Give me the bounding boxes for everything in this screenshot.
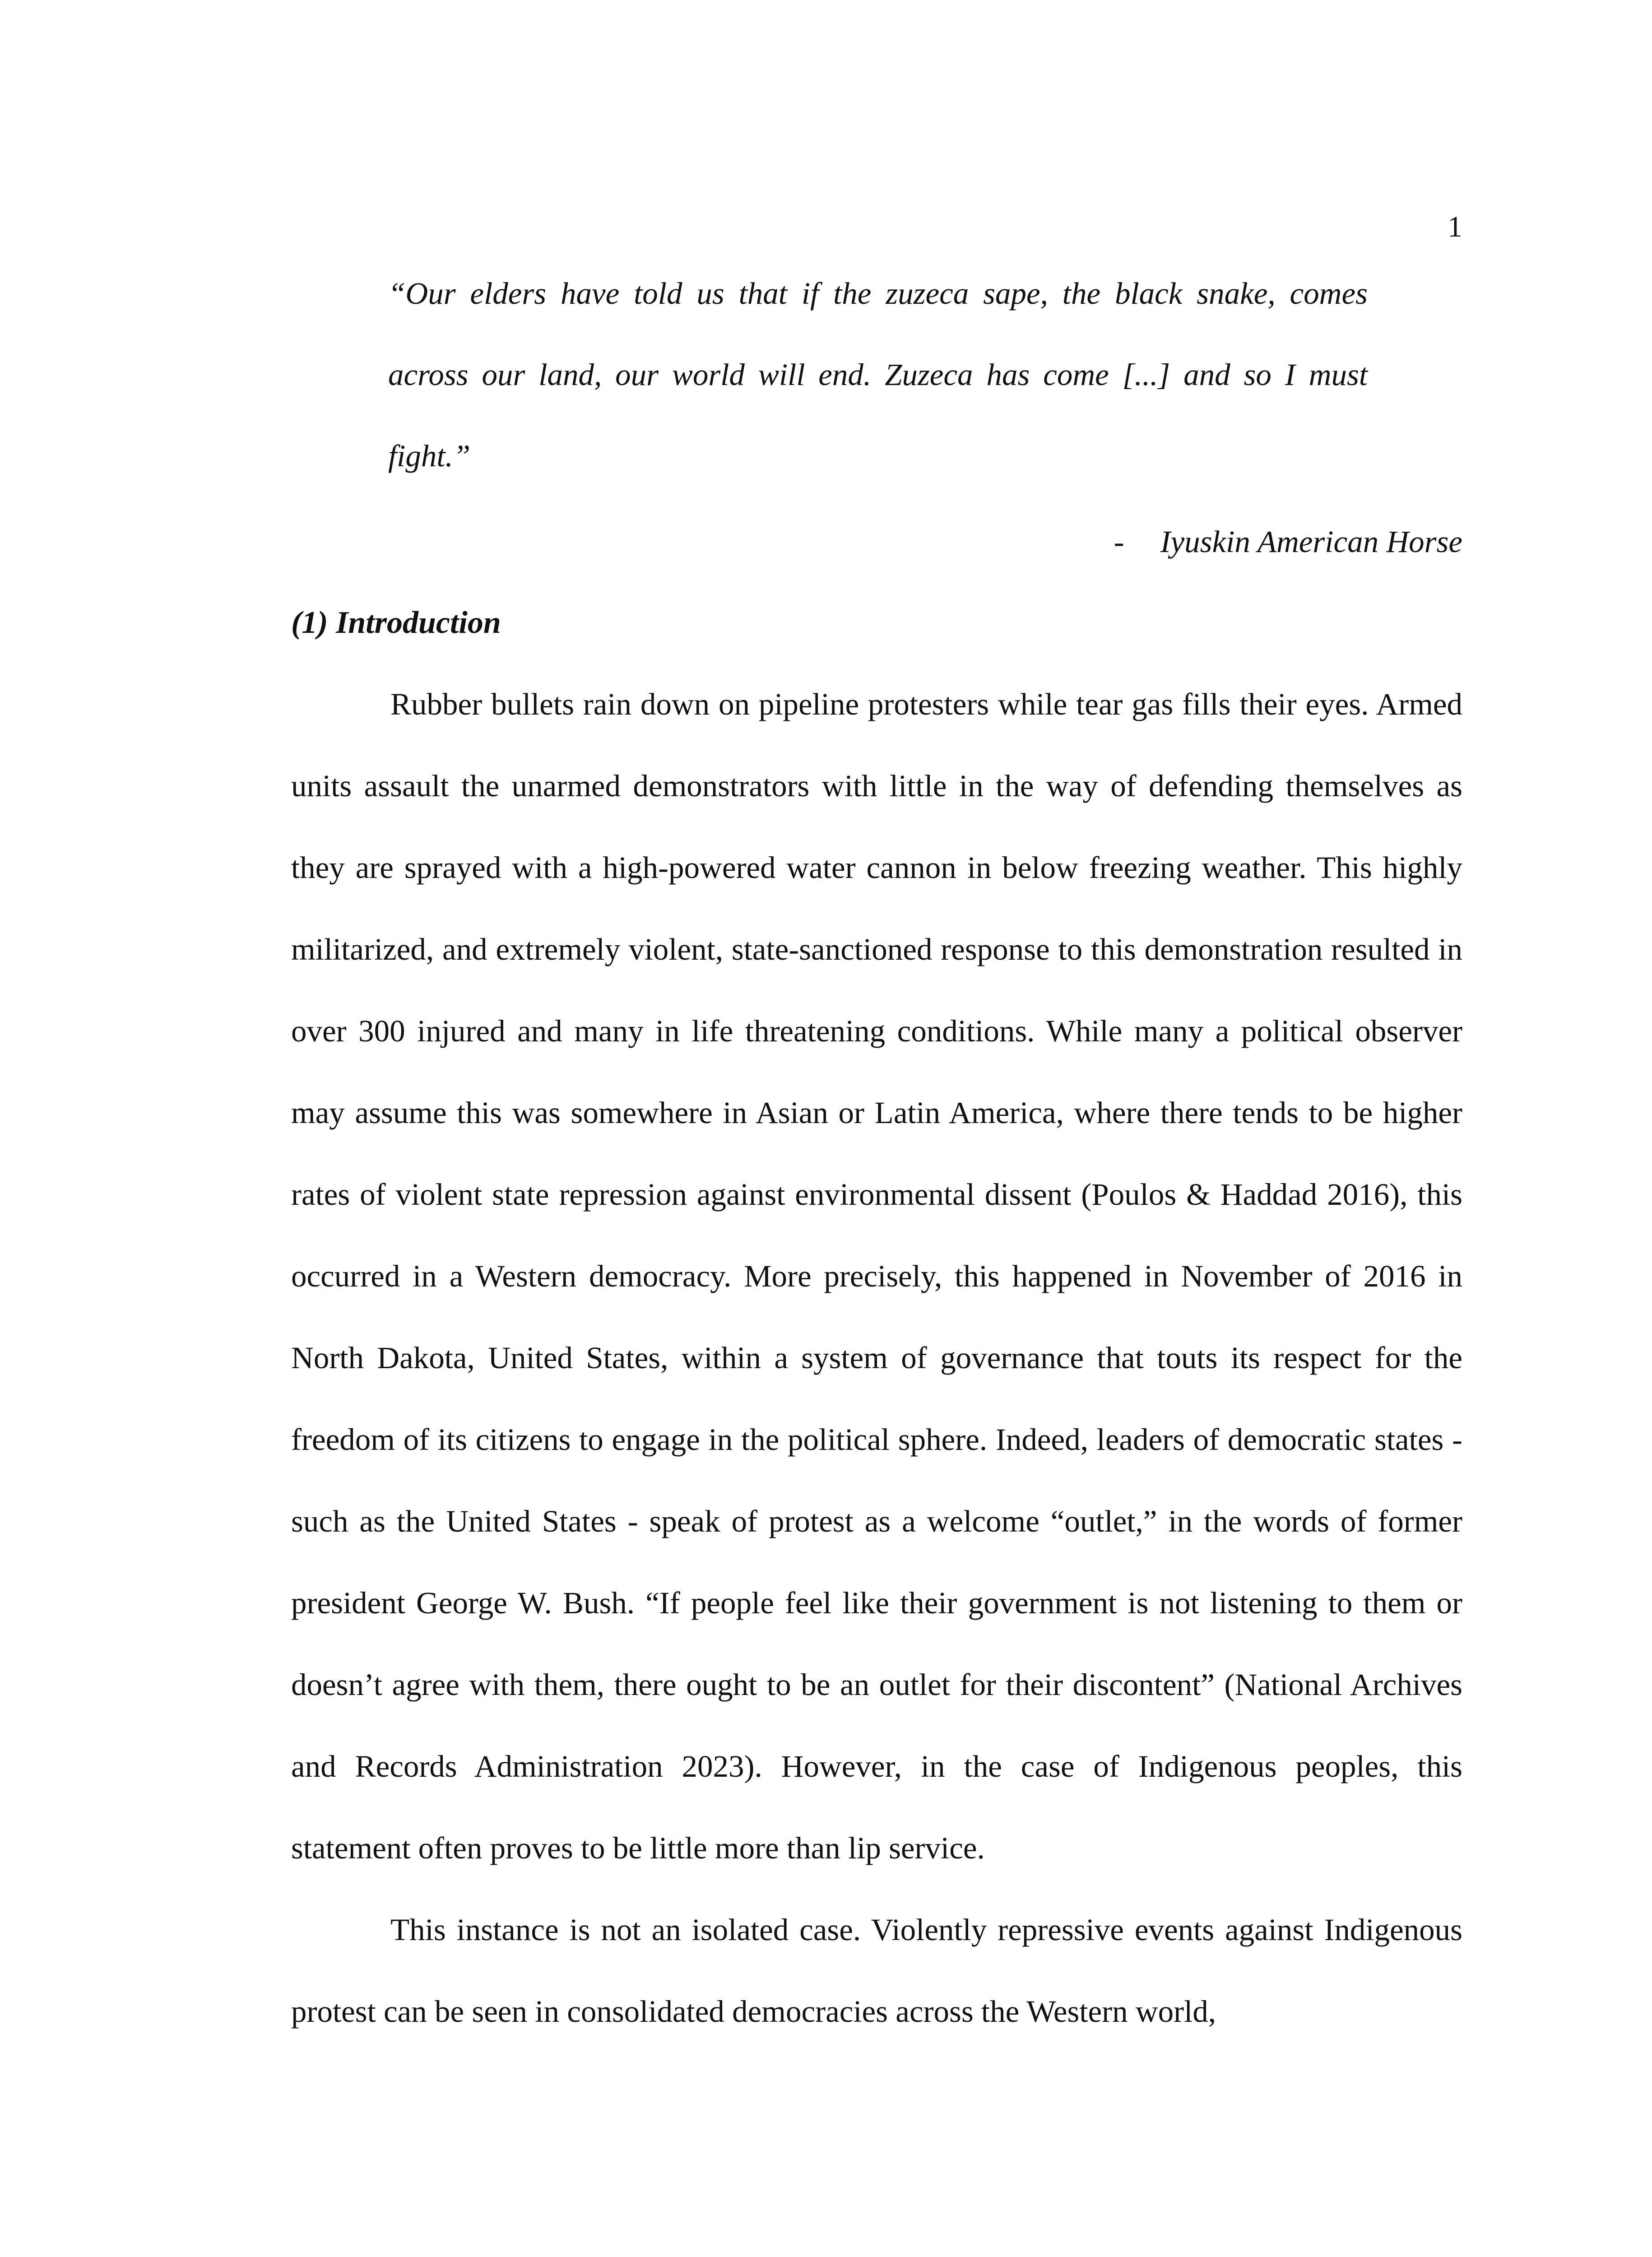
section-heading: (1) Introduction <box>291 605 501 640</box>
body-text <box>291 664 1462 2053</box>
epigraph-attribution <box>1092 501 1462 582</box>
attribution-dash: - <box>1114 525 1124 559</box>
attribution-author: Iyuskin American Horse <box>1160 525 1462 559</box>
epigraph-quote: “Our elders have told us that if the zuzeca sape, the black snake, comes across our land, our world will end. Zuzeca has come [...] and so I must fight.” <box>388 276 1368 473</box>
page-number: 1 <box>1448 210 1462 243</box>
paragraph: This instance is not an isolated case. Violently repressive events against Indigenous protest can be seen in consolidated democracies across the Western world, <box>291 1913 1462 2029</box>
paragraph: Rubber bullets rain down on pipeline protesters while tear gas fills their eyes. Armed units assault the unarmed demonstrators with little in the way of defending themselves as they are sprayed with a high-powered water cannon in below freezing weather. This highly militarized, and extremely violent, state-sanctioned response to this demonstration resulted in over 300 injured and many in life threatening conditions. While many a political observer may assume this was somewhere in Asian or Latin America, where there tends to be higher rates of violent state repression against environmental dissent (Poulos & Haddad 2016), this occurred in a Western democracy. More precisely, this happened in November of 2016 in North Dakota, United States, within a system of governance that touts its respect for the freedom of its citizens to engage in the political sphere. Indeed, leaders of democratic states - such as the United States - speak of protest as a welcome “outlet,” in the words of former president George W. Bush. “If people feel like their government is not listening to them or doesn’t agree with them, there ought to be an outlet for their discontent” (National Archives and Records Administration 2023). However, in the case of Indigenous peoples, this statement often proves to be little more than lip service. <box>291 687 1462 1865</box>
